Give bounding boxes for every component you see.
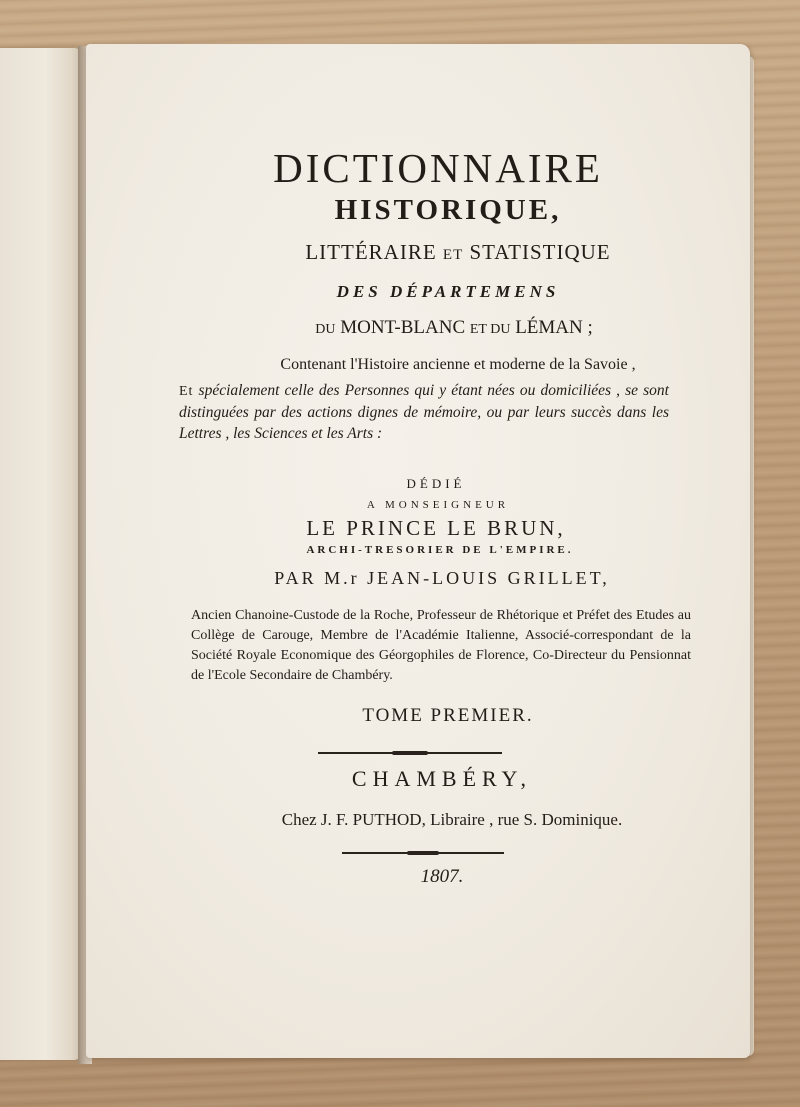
title-page — [86, 44, 750, 1058]
description-text: spécialement celle des Personnes qui y étant nées ou domiciliées , se sont distinguées par des actions dignes de mémoire, ou par leurs succès dans les Lettres , les Sciences et les Arts : — [179, 382, 669, 442]
imprint-city: CHAMBÉRY, — [351, 766, 533, 791]
author-line: PAR M.r JEAN-LOUIS GRILLET, — [274, 568, 610, 588]
title-et: ET — [442, 247, 464, 263]
description-paragraph — [179, 380, 669, 444]
title-mont-blanc — [122, 317, 786, 339]
description-lead: Et — [179, 384, 194, 399]
ornamental-rule-bottom — [342, 852, 504, 854]
volume-label: TOME PREMIER. — [362, 705, 534, 726]
title-du: DU — [315, 322, 336, 337]
subtitle-contenant: Contenant l'Histoire ancienne et moderne de la Savoie , — [280, 356, 636, 373]
imprint-year: 1807. — [420, 866, 464, 887]
title-departemens: DES DÉPARTEMENS — [336, 282, 560, 301]
title-mont-blanc-word: MONT-BLANC — [340, 317, 466, 338]
left-page — [0, 48, 82, 1060]
dedication-title: ARCHI-TRESORIER DE L'EMPIRE. — [306, 544, 574, 556]
title-dictionnaire: DICTIONNAIRE — [273, 145, 603, 191]
title-litteraire — [126, 240, 790, 265]
ornamental-rule-top — [318, 752, 502, 754]
dedication-monseigneur: A MONSEIGNEUR — [366, 499, 510, 511]
dedication-prince: LE PRINCE LE BRUN, — [306, 516, 566, 540]
title-statistique-word: STATISTIQUE — [469, 240, 611, 264]
title-litteraire-word: LITTÉRAIRE — [305, 240, 437, 264]
title-leman-word: LÉMAN ; — [515, 317, 593, 338]
imprint-publisher: Chez J. F. PUTHOD, Libraire , rue S. Dominique. — [281, 810, 623, 829]
title-et-du: ET DU — [469, 322, 511, 337]
dedication-label: DÉDIÉ — [406, 476, 466, 491]
author-credentials: Ancien Chanoine-Custode de la Roche, Professeur de Rhétorique et Préfet des Etudes au Collège de Carouge, Membre de l'Académie Italienne, Associé-correspondant de la Société Royale Economique des Géorgophiles de Florence, Co-Directeur du Pensionnat de l'Ecole Secondaire de Chambéry. — [191, 608, 691, 683]
title-historique: HISTORIQUE, — [334, 194, 562, 226]
